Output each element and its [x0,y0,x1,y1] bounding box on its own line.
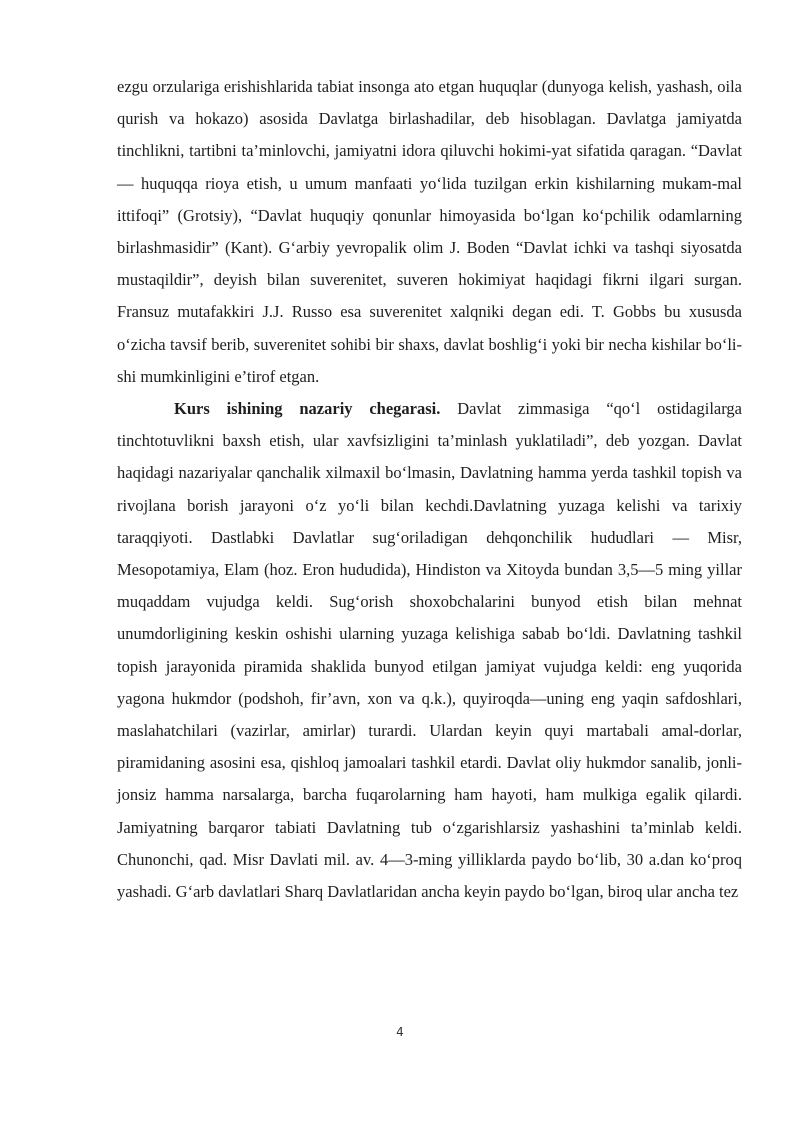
page-number: 4 [396,1025,404,1039]
document-page [117,71,742,908]
body-paragraph-2 [117,393,742,908]
body-paragraph-2-text: Davlat zimmasiga “qo‘l ostidagilarga tinchtotuvlikni baxsh etish, ular xavfsizligini ta’minlash yuklatiladi”, deb yozgan. Davlat haqidagi nazariyalar qanchalik xilmaxil bo‘lmasin, Davlatning hamma yerda tashkil topish va rivojlana borish jarayoni o‘z yo‘li bilan kechdi.Davlatning yuzaga kelishi va tarixiy taraqqiyoti. Dastlabki Davlatlar sug‘oriladigan dehqonchilik hududlari — Misr, Mesopotamiya, Elam (hoz. Eron hududida), Hindiston va Xitoyda bundan 3,5—5 ming yillar muqaddam vujudga keldi. Sug‘orish shoxobchalarini bunyod etish bilan mehnat unumdorligining keskin oshishi ularning yuzaga kelishiga sabab bo‘ldi. Davlatning tashkil topish jarayonida piramida shaklida bunyod etilgan jamiyat vujudga keldi: eng yuqorida yagona hukmdor (podshoh, fir’avn, xon va q.k.), quyiroqda—uning eng yaqin safdoshlari, maslahatchilari (vazirlar, amirlar) turardi. Ulardan keyin quyi martabali amal-dorlar, piramidaning asosini esa, qishloq jamoalari tashkil etardi. Davlat oliy hukmdor sanalib, jonli-jonsiz hamma narsalarga, barcha fuqarolarning ham hayoti, ham mulkiga egalik qilardi. Jamiyatning barqaror tabiati Davlatning tub o‘zgarishlarsiz yashashini ta’minlab keldi. Chunonchi, qad. Misr Davlati mil. av. 4—3-ming yilliklarda paydo bo‘lib, 30 a.dan ko‘proq yashadi. G‘arb davlatlari Sharq Davlatlaridan ancha keyin paydo bo‘lgan, biroq ular ancha tez [117,399,742,902]
section-heading: Kurs ishining nazariy chegarasi. [174,399,441,419]
body-paragraph-1: ezgu orzulariga erishishlarida tabiat insonga ato etgan huquqlar (dunyoga kelish, yashash, oila qurish va hokazo) asosida Davlatga birlashadilar, deb hisoblagan. Davlatga jamiyatda tinchlikni, tartibni ta’minlovchi, jamiyatni idora qiluvchi hokimi-yat sifatida qaragan. “Davlat — huquqqa rioya etish, u umum manfaati yo‘lida tuzilgan erkin kishilarning mukam-mal ittifoqi” (Grotsiy), “Davlat huquqiy qonunlar himoyasida bo‘lgan ko‘pchilik odamlarning birlashmasidir” (Kant). G‘arbiy yevropalik olim J. Boden “Davlat ichki va tashqi siyosatda mustaqildir”, deyish bilan suverenitet, suveren hokimiyat haqidagi fikrni ilgari surgan. Fransuz mutafakkiri J.J. Russo esa suverenitet xalqniki degan edi. T. Gobbs bu xususda o‘zicha tavsif berib, suverenitet sohibi bir shaxs, davlat boshlig‘i yoki bir necha kishilar bo‘li-shi mumkinligini e’tirof etgan. [117,77,742,386]
